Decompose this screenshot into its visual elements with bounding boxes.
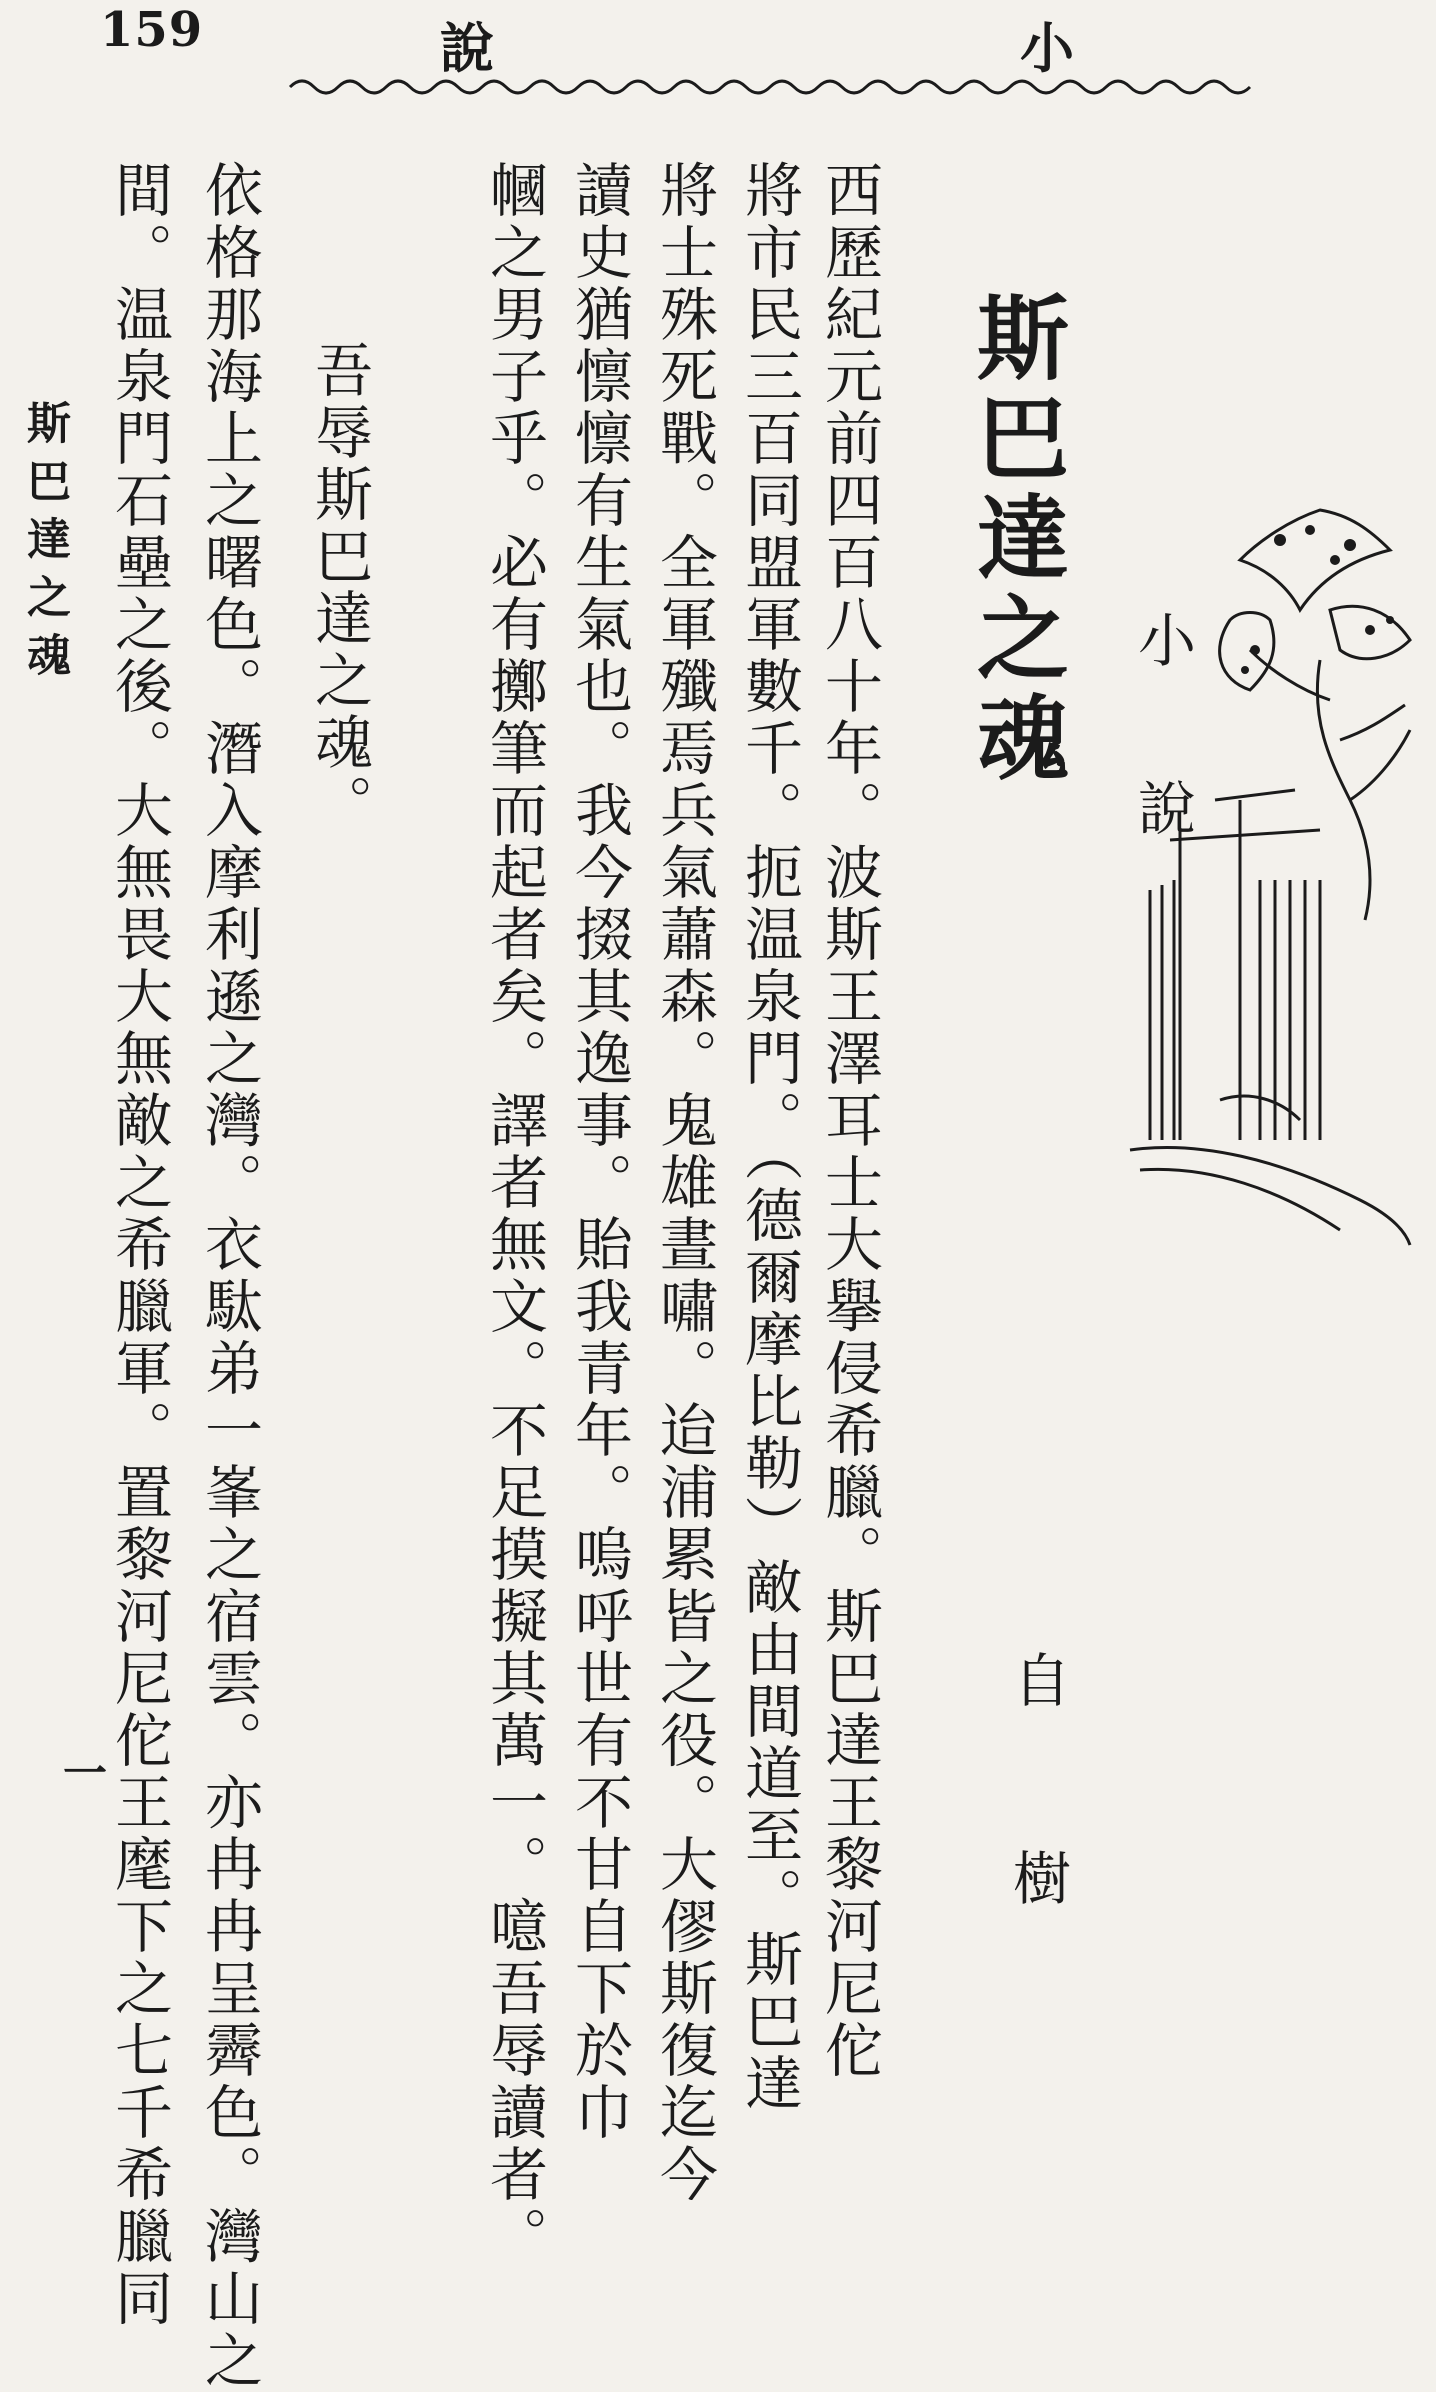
section-label: 小說	[1128, 610, 1196, 946]
body-column-7: 依格那海上之曙色。潛入摩利遜之灣。衣駄弟一峯之宿雲。亦冉冉呈霽色。灣山之	[195, 160, 263, 2392]
author-name: 自樹	[1003, 1650, 1071, 2046]
body-column-1: 西歷紀元前四百八十年。波斯王澤耳士大擧侵希臘。斯巴達王黎河尼佗	[815, 160, 883, 2082]
page-number: 159	[100, 2, 204, 58]
article-title: 斯巴達之魂	[962, 290, 1070, 790]
header-char-left: 說	[440, 16, 494, 80]
body-column-5: 幗之男子乎。必有擲筆而起者矣。譯者無文。不足摸擬其萬一。噫吾辱讀者。	[480, 160, 548, 2268]
body-column-4: 讀史猶懔懔有生氣也。我今掇其逸事。貽我青年。嗚呼世有不甘自下於巾	[565, 160, 633, 2144]
body-column-8: 間。温泉門石壘之後。大無畏大無敵之希臘軍。置黎河尼佗王麾下之七千希臘同	[105, 160, 173, 2330]
body-column-2: 將市民三百同盟軍數千。扼温泉門。（德爾摩比勒）敵由間道至。斯巴達	[735, 160, 803, 2115]
body-column-3: 將士殊死戰。全軍殲焉兵氣蕭森。鬼雄晝嘯。迨浦累皆之役。大僇斯復迄今	[650, 160, 718, 2206]
body-column-6: 吾辱斯巴達之魂。	[305, 340, 373, 836]
folio: 一	[55, 1750, 106, 1798]
header-char-right: 小	[1020, 16, 1074, 80]
running-title: 斯巴達之魂	[19, 400, 70, 690]
wavy-rule	[290, 74, 1240, 100]
